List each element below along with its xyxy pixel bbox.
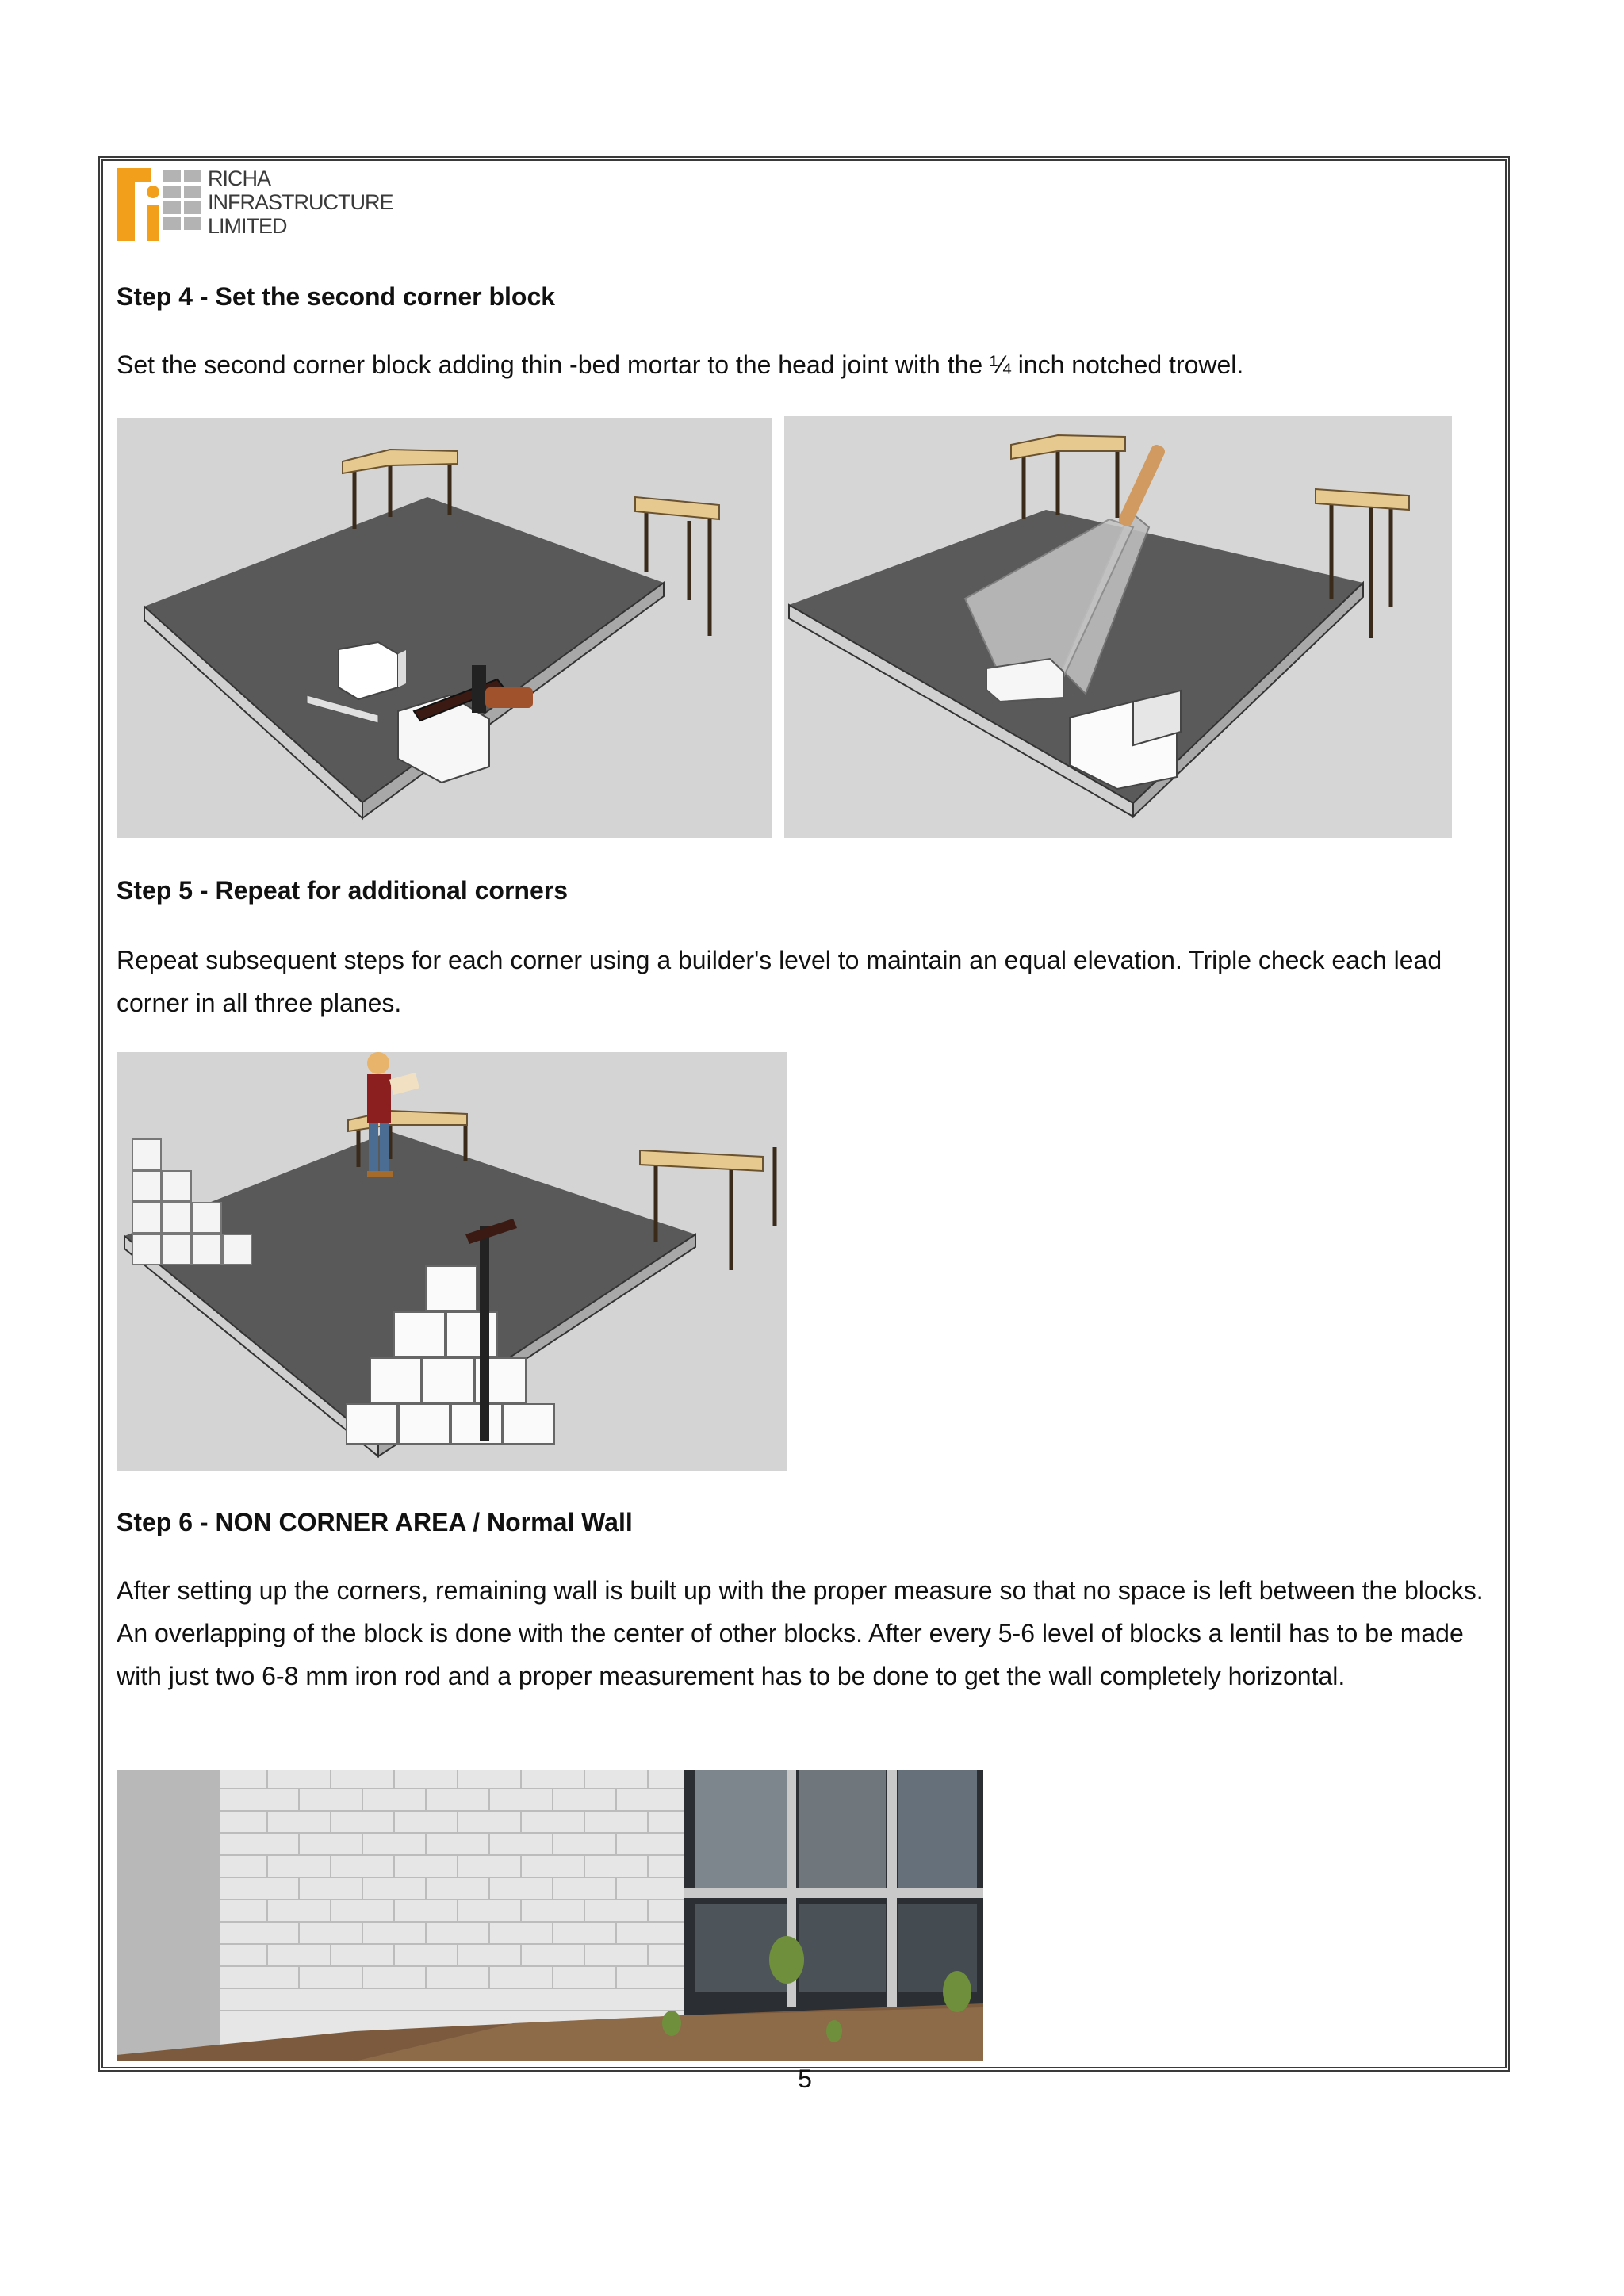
logo-mark bbox=[117, 166, 205, 243]
step6-image-wall-photo bbox=[117, 1770, 983, 2061]
logo-line-2: INFRASTRUCTURE bbox=[208, 190, 393, 214]
logo-line-1: RICHA bbox=[208, 166, 271, 190]
page-number: 5 bbox=[798, 2064, 812, 2093]
step6-heading: Step 6 - NON CORNER AREA / Normal Wall bbox=[117, 1508, 633, 1536]
company-logo bbox=[117, 166, 393, 243]
step4-image-1-level bbox=[117, 418, 772, 838]
logo-wordmark bbox=[208, 166, 393, 238]
step5-image-corners bbox=[117, 1052, 787, 1471]
logo-line-3: LIMITED bbox=[208, 214, 287, 238]
step4-heading: Step 4 - Set the second corner block bbox=[117, 282, 556, 311]
step6-text: After setting up the corners, remaining wall is built up with the proper measure so that no space is left between the blocks. An overlapping of the block is done with the center of other blocks. After every 5-6 level of blocks a lentil has to be made with just two 6-8 mm iron rod and a proper measurement has to be done to get the wall completely horizontal. bbox=[117, 1576, 1484, 1690]
step4-image-2-trowel bbox=[784, 416, 1452, 838]
step4-text: Set the second corner block adding thin -bed mortar to the head joint with the ¼ inch notched trowel. bbox=[117, 350, 1244, 379]
step5-text: Repeat subsequent steps for each corner using a builder's level to maintain an equal elevation. Triple check each lead corner in all three planes. bbox=[117, 946, 1442, 1017]
step5-heading: Step 5 - Repeat for additional corners bbox=[117, 876, 568, 905]
